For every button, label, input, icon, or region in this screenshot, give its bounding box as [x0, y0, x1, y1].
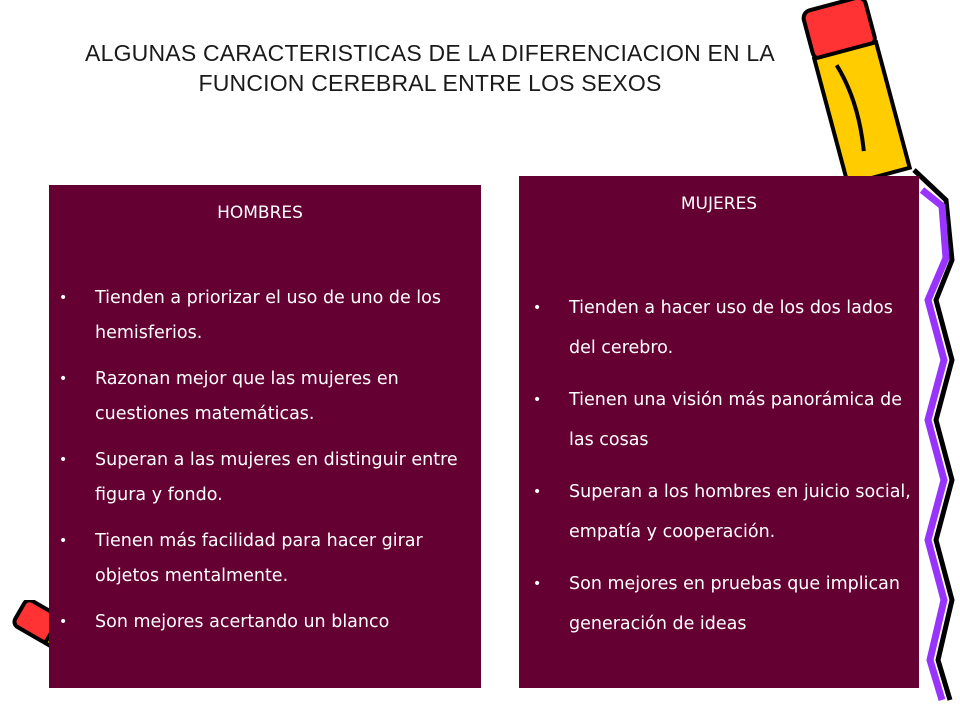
slide-title: ALGUNAS CARACTERISTICAS DE LA DIFERENCIACION EN LA FUNCION CEREBRAL ENTRE LOS SEXOS: [85, 40, 775, 96]
list-item-text: Tienen una visión más panorámica de las cosas: [569, 390, 903, 450]
bullet-icon: •: [533, 576, 542, 592]
bullet-icon: •: [533, 484, 542, 500]
list-item-text: Razonan mejor que las mujeres en cuestiones matemáticas.: [95, 369, 399, 424]
bullet-icon: •: [533, 392, 542, 408]
bullet-icon: •: [59, 533, 68, 549]
list-item-text: Son mejores acertando un blanco: [95, 612, 390, 632]
bullet-icon: •: [59, 614, 68, 630]
list-item-text: Superan a las mujeres en distinguir entre figura y fondo.: [95, 450, 458, 505]
hombres-panel: [49, 185, 481, 688]
list-item: [59, 362, 477, 432]
bullet-icon: •: [59, 371, 68, 387]
list-item-text: Son mejores en pruebas que implican generación de ideas: [569, 574, 900, 634]
list-item: [59, 524, 477, 594]
mujeres-list: [533, 288, 915, 656]
mujeres-heading: MUJERES: [680, 194, 758, 214]
bullet-icon: •: [59, 452, 68, 468]
list-item: [533, 288, 915, 368]
bullet-icon: •: [533, 300, 542, 316]
mujeres-panel: [519, 176, 919, 688]
list-item-text: Tienden a hacer uso de los dos lados del cerebro.: [569, 298, 893, 358]
list-item: [59, 281, 477, 351]
list-item: [533, 380, 915, 460]
hombres-list: [59, 281, 477, 651]
list-item: [59, 605, 477, 640]
list-item-text: Tienden a priorizar el uso de uno de los hemisferios.: [95, 288, 441, 343]
bullet-icon: •: [59, 290, 68, 306]
list-item: [533, 564, 915, 644]
list-item: [59, 443, 477, 513]
hombres-heading: HOMBRES: [217, 203, 303, 223]
list-item-text: Superan a los hombres en juicio social, empatía y cooperación.: [569, 482, 911, 542]
list-item-text: Tienen más facilidad para hacer girar objetos mentalmente.: [95, 531, 423, 586]
list-item: [533, 472, 915, 552]
